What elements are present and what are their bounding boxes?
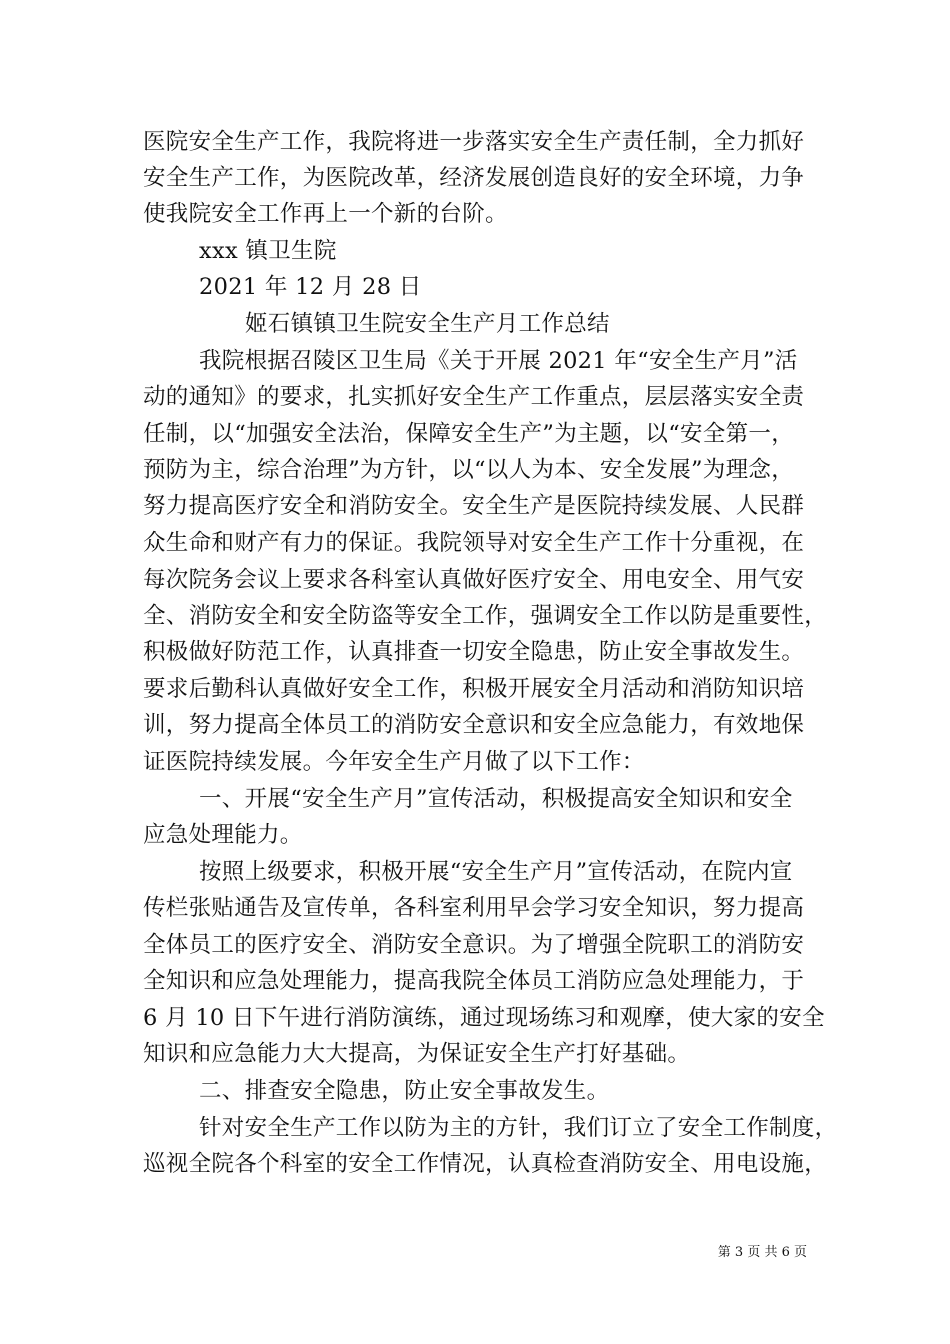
body-line: 针对安全生产工作以防为主的方针，我们订立了安全工作制度， <box>199 1115 838 1141</box>
body-line: 训，努力提高全体员工的消防安全意识和安全应急能力，有效地保 <box>143 712 805 738</box>
body-line: 众生命和财产有力的保证。我院领导对安全生产工作十分重视，在 <box>143 530 805 556</box>
body-line: 要求后勤科认真做好安全工作，积极开展安全月活动和消防知识培 <box>143 676 805 702</box>
body-line: 知识和应急能力大大提高，为保证安全生产打好基础。 <box>143 1041 691 1067</box>
body-line: 全体员工的医疗安全、消防安全意识。为了增强全院职工的消防安 <box>143 932 805 958</box>
body-line: 传栏张贴通告及宣传单，各科室利用早会学习安全知识，努力提高 <box>143 895 805 921</box>
body-line: 我院根据召陵区卫生局《关于开展 2021 年“安全生产月”活 <box>199 348 798 374</box>
signature-org: xxx 镇卫生院 <box>199 238 337 264</box>
body-line: 努力提高医疗安全和消防安全。安全生产是医院持续发展、人民群 <box>143 493 805 519</box>
section-title: 姬石镇镇卫生院安全生产月工作总结 <box>245 311 610 337</box>
signature-date: 2021 年 12 月 28 日 <box>199 274 422 300</box>
body-line: 安全生产工作，为医院改革，经济发展创造良好的安全环境，力争 <box>143 165 805 191</box>
body-line: 任制，以“加强安全法治，保障安全生产”为主题，以“安全第一， <box>143 421 795 447</box>
body-line: 全知识和应急处理能力，提高我院全体员工消防应急处理能力，于 <box>143 968 805 994</box>
body-line: 证医院持续发展。今年安全生产月做了以下工作： <box>143 749 645 775</box>
body-line: 每次院务会议上要求各科室认真做好医疗安全、用电安全、用气安 <box>143 567 805 593</box>
body-line: 全、消防安全和安全防盗等安全工作，强调安全工作以防是重要性， <box>143 603 828 629</box>
body-line: 积极做好防范工作，认真排查一切安全隐患，防止安全事故发生。 <box>143 639 805 665</box>
section-heading-1: 一、开展“安全生产月”宣传活动，积极提高安全知识和安全 <box>199 786 793 812</box>
page-number: 第 3 页 共 6 页 <box>717 1245 807 1260</box>
body-line: 预防为主，综合治理”为方针，以“以人为本、安全发展”为理念， <box>143 457 795 483</box>
body-line: 使我院安全工作再上一个新的台阶。 <box>143 201 508 227</box>
body-line: 医院安全生产工作，我院将进一步落实安全生产责任制，全力抓好 <box>143 129 805 155</box>
body-line: 按照上级要求，积极开展“安全生产月”宣传活动，在院内宣 <box>199 859 793 885</box>
section-heading-2: 二、排查安全隐患，防止安全事故发生。 <box>199 1078 610 1104</box>
body-line: 巡视全院各个科室的安全工作情况，认真检查消防安全、用电设施， <box>143 1151 828 1177</box>
body-line: 应急处理能力。 <box>143 822 303 848</box>
body-line: 6 月 10 日下午进行消防演练，通过现场练习和观摩，使大家的安全 <box>143 1005 825 1031</box>
body-line: 动的通知》的要求，扎实抓好安全生产工作重点，层层落实安全责 <box>143 384 805 410</box>
